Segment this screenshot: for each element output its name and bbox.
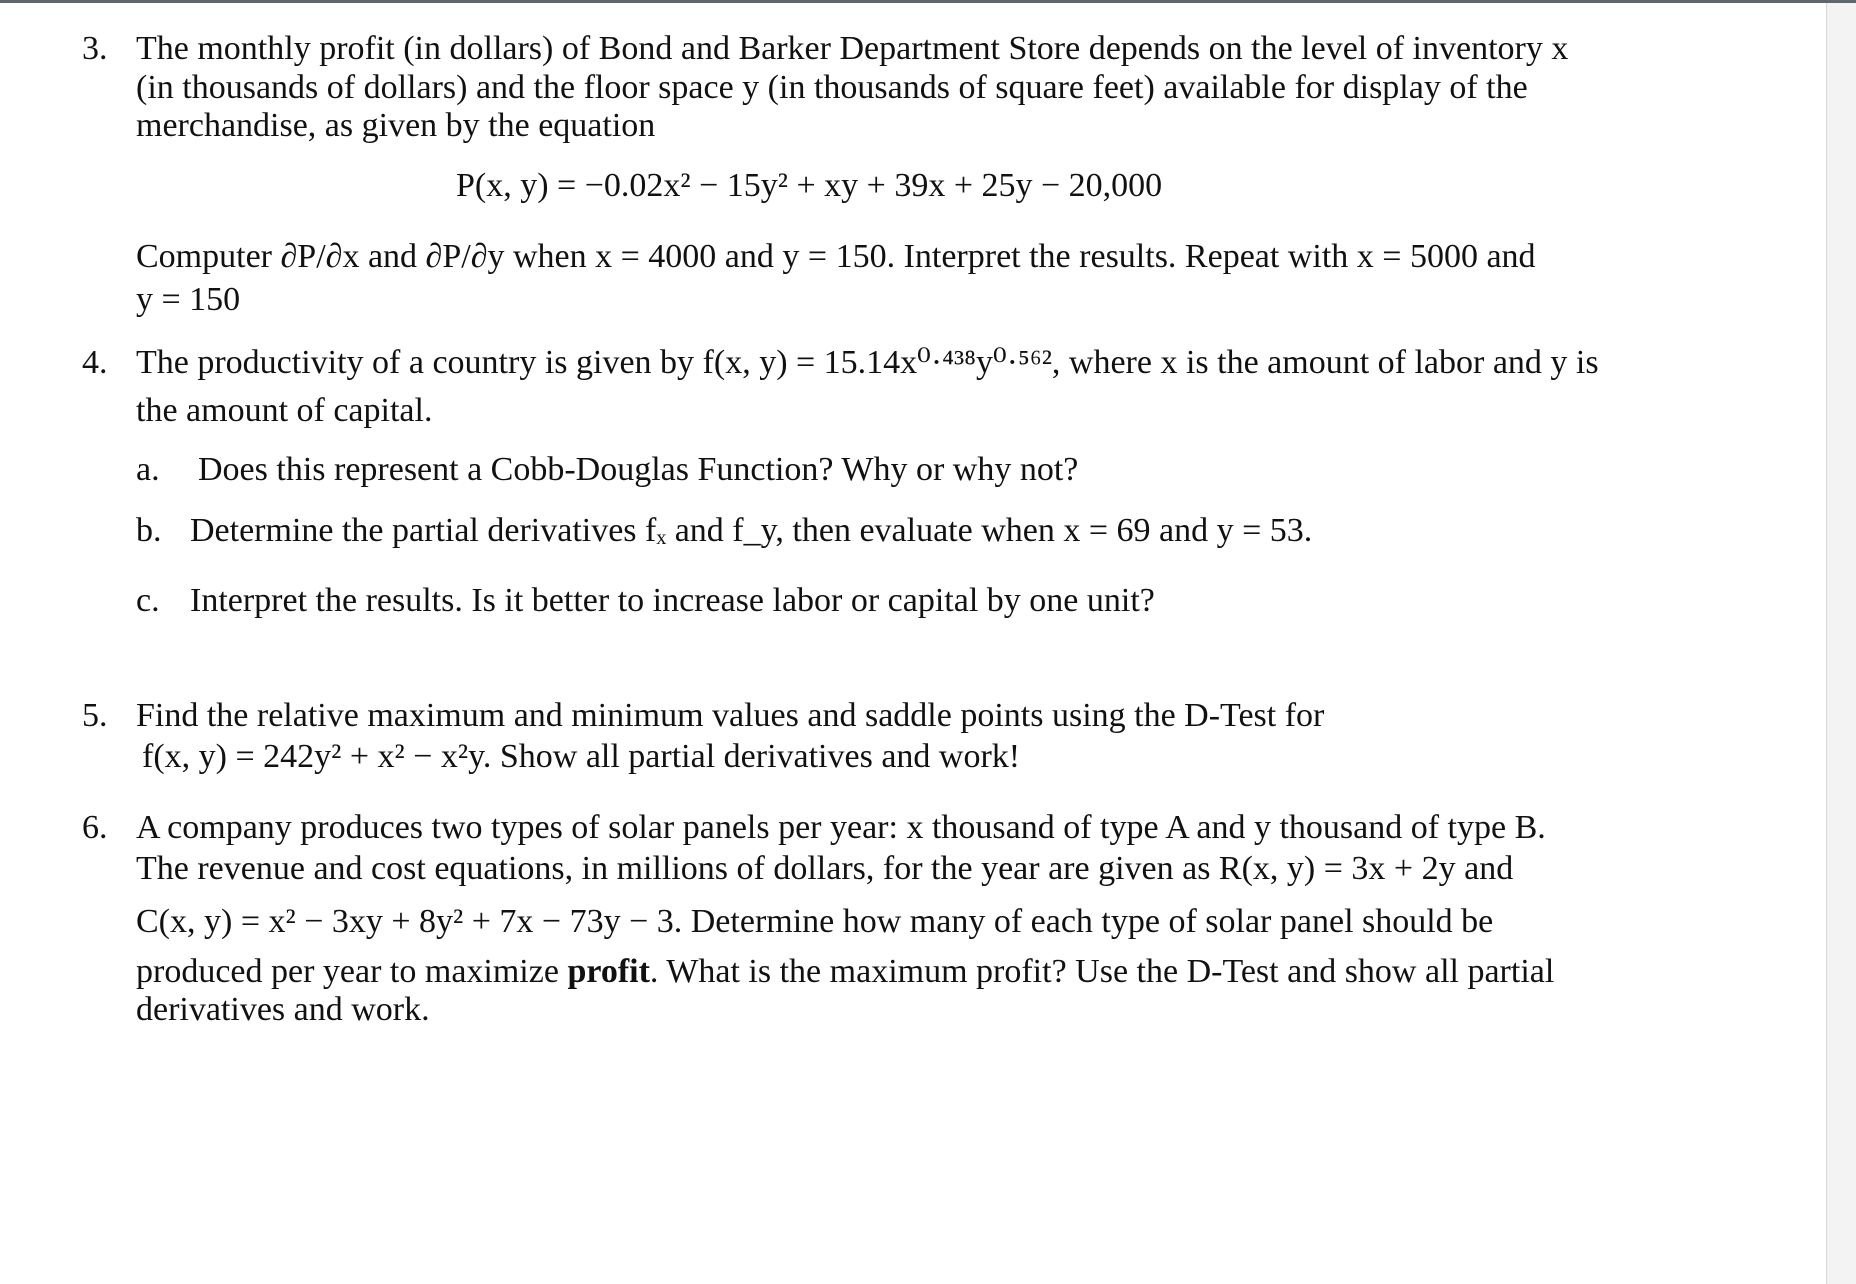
problem-3-question-line-1: Computer ∂P/∂x and ∂P/∂y when x = 4000 and y = 150. Interpret the results. Repeat with x = 5000 and <box>136 238 1536 275</box>
problem-4c-label: c. <box>136 582 160 619</box>
problem-5-line-2: f(x, y) = 242y² + x² − x²y. Show all partial derivatives and work! <box>142 738 1021 775</box>
problem-6-line-2: The revenue and cost equations, in millions of dollars, for the year are given as R(x, y) = 3x + 2y and <box>136 850 1514 887</box>
problem-3-question-line-2: y = 150 <box>136 281 241 318</box>
problem-4-line-2: the amount of capital. <box>136 392 433 429</box>
problem-3-number: 3. <box>82 30 108 67</box>
problem-4a-label: a. <box>136 451 160 488</box>
problem-4b-label: b. <box>136 512 162 549</box>
problem-6-line-4-end: . What is the maximum profit? Use the D-Test and show all partial <box>649 953 1555 990</box>
scrollbar-track[interactable] <box>1826 3 1856 1284</box>
problem-6-line-4 <box>136 952 1554 992</box>
problem-6-number: 6. <box>82 809 108 846</box>
problem-3-line-1: The monthly profit (in dollars) of Bond and Barker Department Store depends on the level of inventory x <box>136 30 1569 67</box>
problem-3-line-2: (in thousands of dollars) and the floor space y (in thousands of square feet) available for display of the <box>136 69 1528 106</box>
problem-5-number: 5. <box>82 697 108 734</box>
problem-4-number: 4. <box>82 344 108 381</box>
problem-4c-text: Interpret the results. Is it better to increase labor or capital by one unit? <box>190 582 1155 619</box>
problem-4a-text: Does this represent a Cobb-Douglas Function? Why or why not? <box>198 451 1079 488</box>
problem-6-line-4-start: produced per year to maximize <box>136 953 559 990</box>
problem-6-line-5: derivatives and work. <box>136 991 430 1028</box>
problem-3-equation: P(x, y) = −0.02x² − 15y² + xy + 39x + 25y − 20,000 <box>456 167 1163 204</box>
profit-emphasis: profit <box>567 953 650 990</box>
problem-5-line-1: Find the relative maximum and minimum values and saddle points using the D-Test for <box>136 697 1325 734</box>
problem-4b-text: Determine the partial derivatives fₓ and f_y, then evaluate when x = 69 and y = 53. <box>190 512 1313 549</box>
problem-3-line-3: merchandise, as given by the equation <box>136 107 656 144</box>
problem-6-line-1: A company produces two types of solar panels per year: x thousand of type A and y thousand of type B. <box>136 809 1546 846</box>
problem-6-line-3: C(x, y) = x² − 3xy + 8y² + 7x − 73y − 3. Determine how many of each type of solar panel should be <box>136 903 1494 940</box>
problem-4-line-1: The productivity of a country is given by f(x, y) = 15.14x⁰·⁴³⁸y⁰·⁵⁶², where x is the amount of labor and y is <box>136 344 1599 381</box>
